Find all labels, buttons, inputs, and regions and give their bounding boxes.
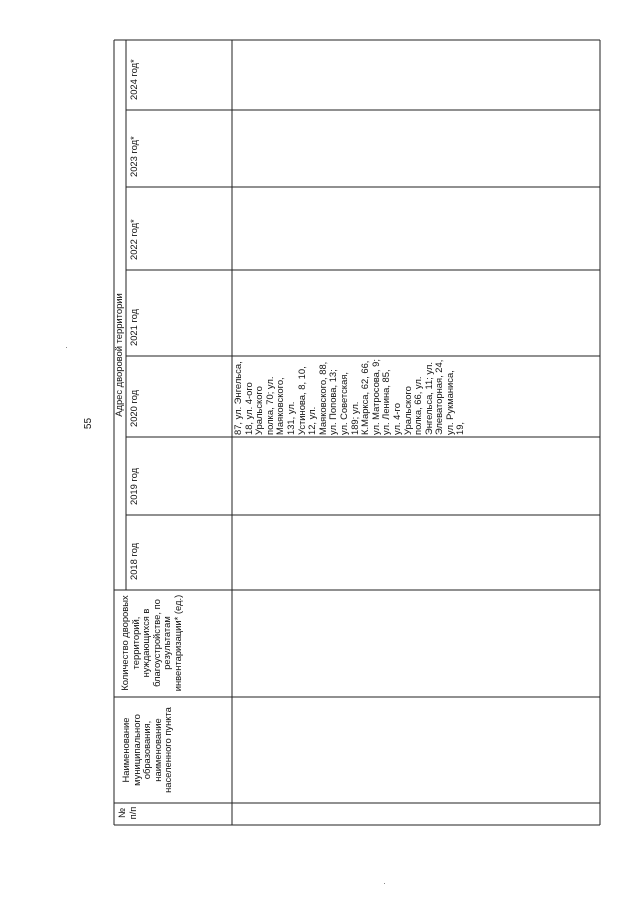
header-municipality-name: Наименование муниципального образования, наименование населенного пункта <box>120 707 174 793</box>
header-year-2023: 2023 год* <box>128 136 139 177</box>
header-address-group: Адрес дворовой территории <box>113 293 124 417</box>
header-year-2018: 2018 год <box>128 542 139 580</box>
header-number: № п/п <box>116 806 138 820</box>
header-yard-count: Количество дворовых территорий, нуждающихся в благоустройстве, по результатам инвентаризации* (ед.) <box>119 594 183 692</box>
header-year-2022: 2022 год* <box>128 219 139 260</box>
header-year-2024: 2024 год* <box>128 59 139 100</box>
header-year-2019: 2019 год <box>128 467 139 505</box>
cell-addresses-2020: 87, ул. Энгельса, 18, ул. 4-ого Уральского полка, 70; ул. Маяковского, 131, ул. Устинова, 8, 10, 12, ул. Маяковского, 88, ул. Попова, 13; ул. Советская, 189; ул. К.Маркса, 62, 66, ул. Матросова, 9; ул. Ленина, 85, ул. 4-го Уральского полка, 66, ул. Энгельса, 11; ул. Элеваторная, 24, ул. Рукманиса, 19, <box>232 359 466 435</box>
header-year-2020: 2020 год <box>128 389 139 427</box>
header-year-2021: 2021 год <box>128 308 139 346</box>
page-number: 55 <box>83 417 95 430</box>
